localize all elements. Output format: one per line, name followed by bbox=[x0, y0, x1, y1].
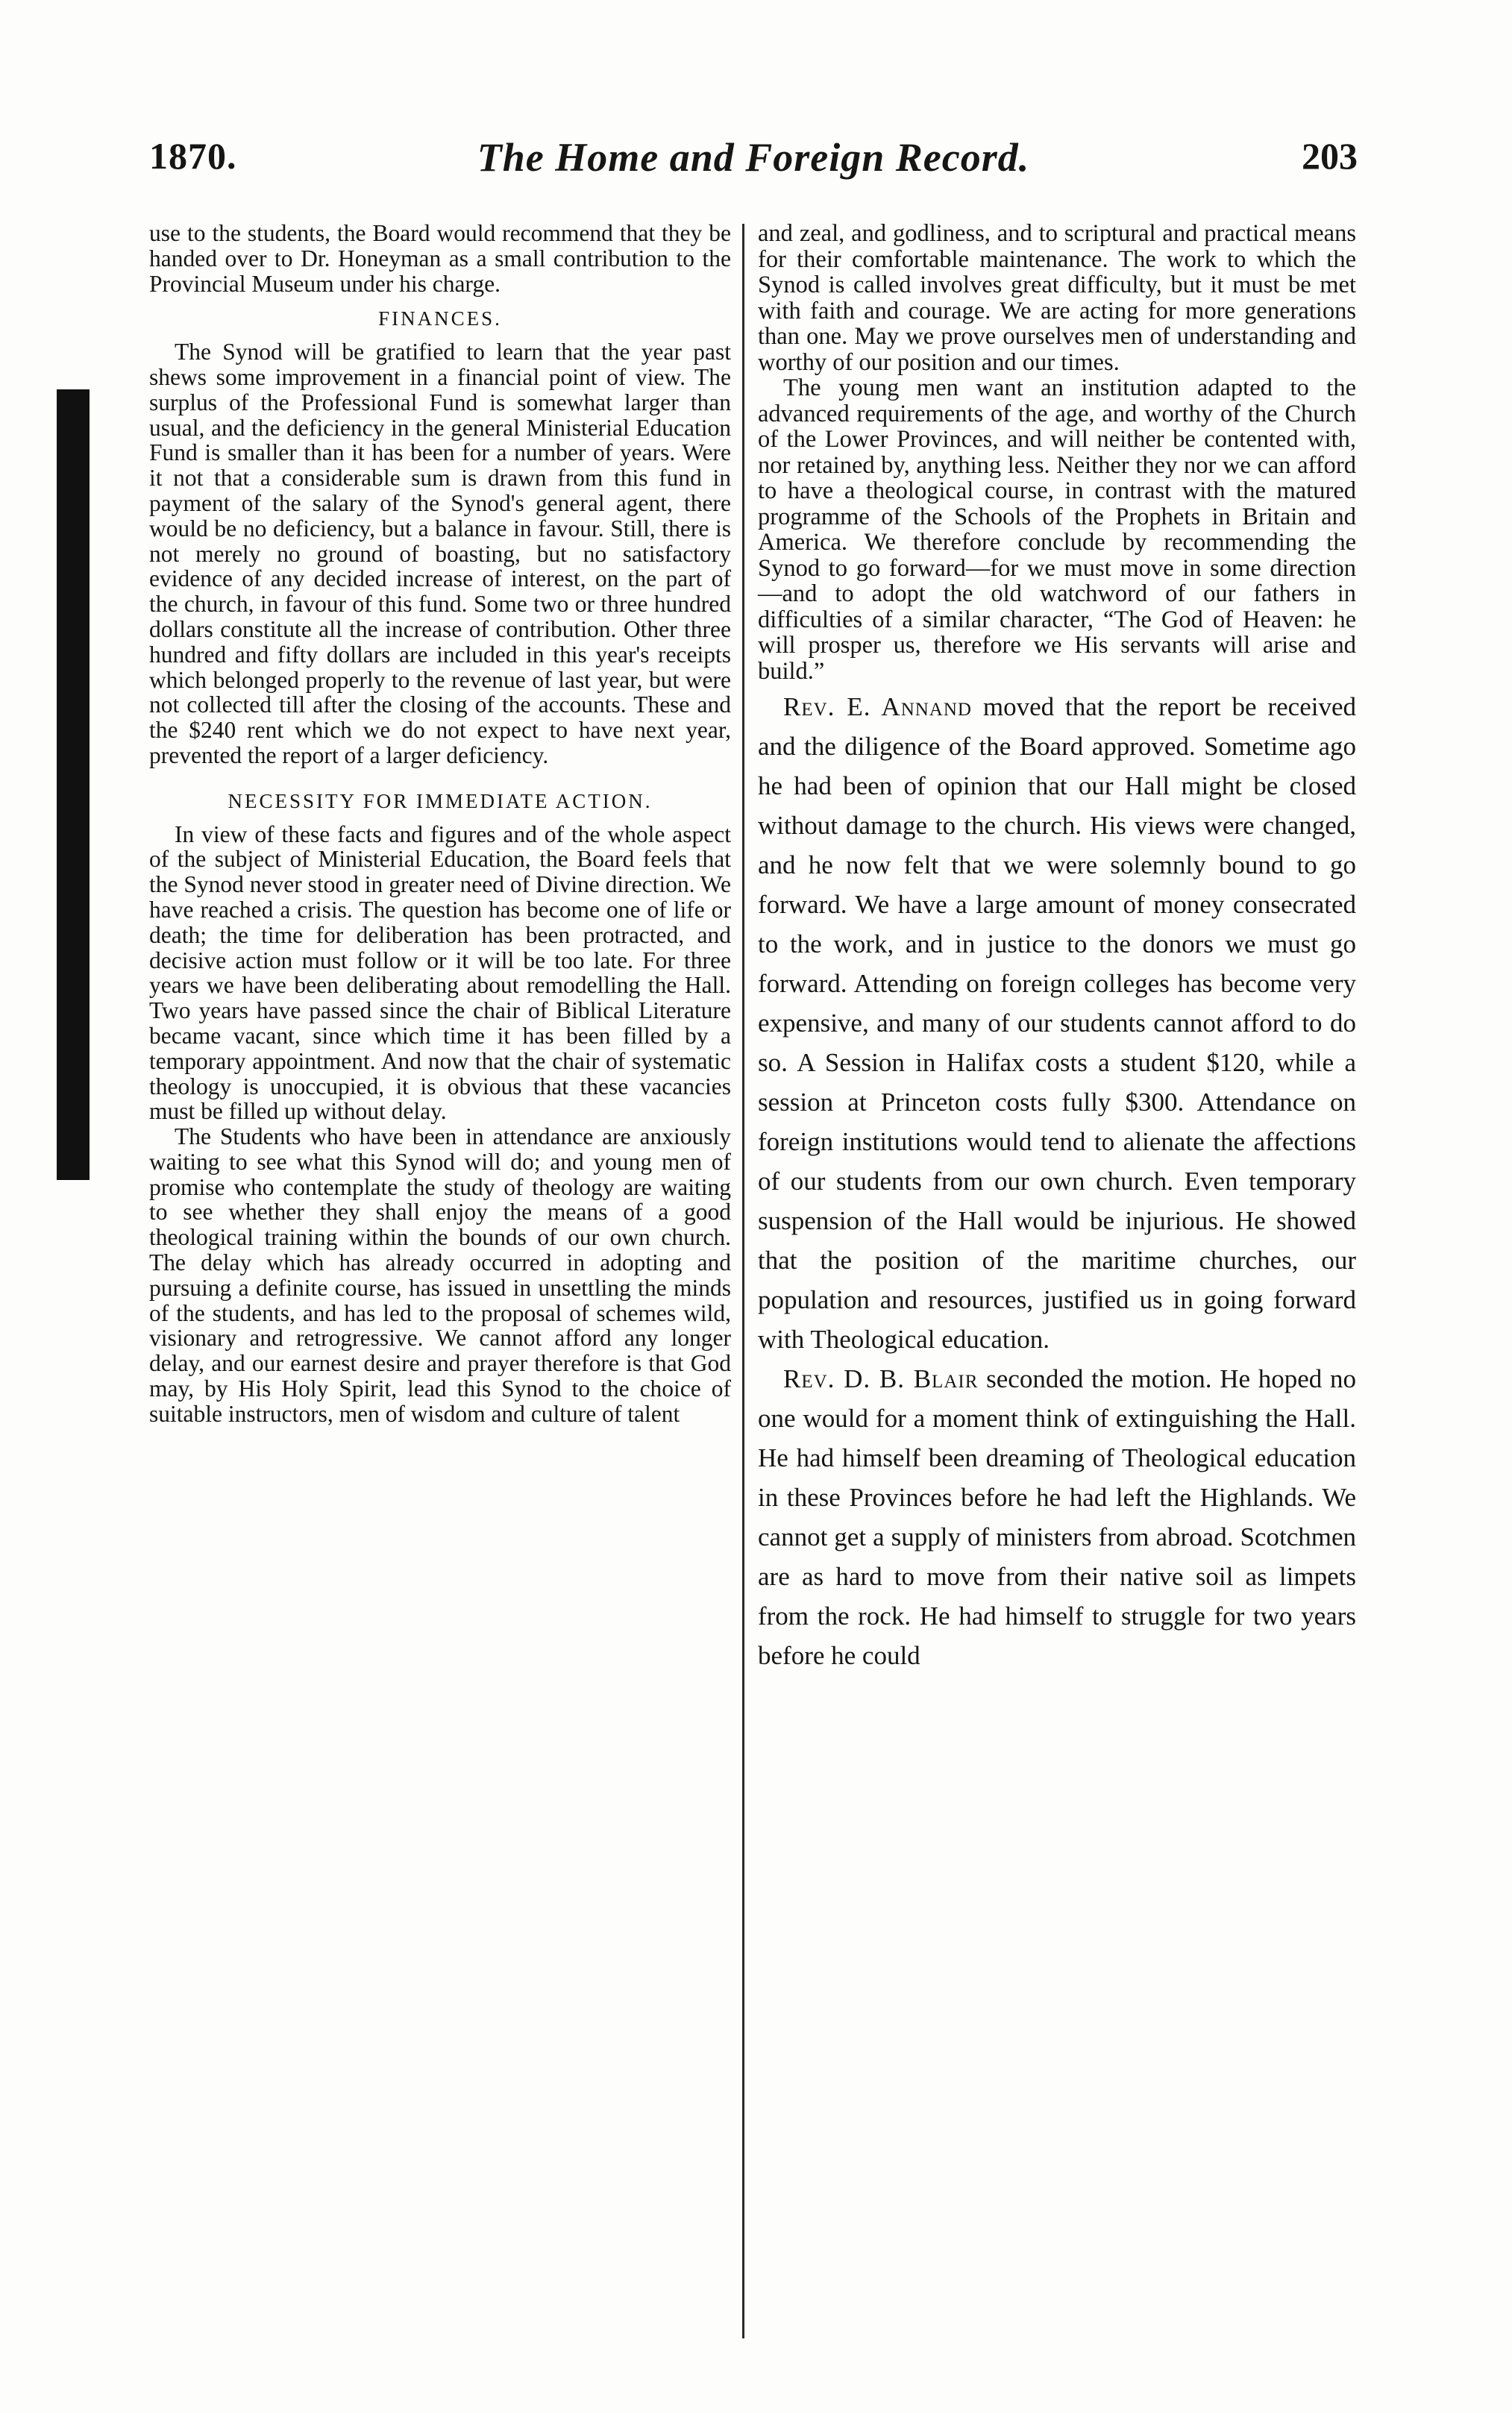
intro-paragraph: use to the students, the Board would recommend that they be handed over to Dr. Honeyman as a small contribution to the Provincial Museum under his charge. bbox=[149, 220, 731, 297]
annand-text: moved that the report be received and the diligence of the Board approved. Sometime ago he had been of opinion that our Hall might be closed without damage to the church. His views were changed, and he now felt that we were solemnly bound to go forward. We have a large amount of money consecrated to the work, and in justice to the donors we must go forward. Attending on foreign colleges has become very expensive, and many of our students cannot afford to do so. A Session in Halifax costs a student $120, while a session at Princeton costs fully $300. Attendance on foreign institutions would tend to alienate the affections of our students from our own church. Even temporary suspension of the Hall would be injurious. He showed that the position of the maritime churches, our population and resources, justified us in going forward with Theological education. bbox=[758, 692, 1356, 1354]
page-header bbox=[149, 134, 1358, 186]
continuation-paragraph: and zeal, and godliness, and to scriptural and practical means for their comfortable maintenance. The work to which the Synod is called involves great difficulty, but it must be met with faith and courage. We are acting for more generations than one. May we prove ourselves men of understanding and worthy of our position and our times. bbox=[758, 220, 1356, 376]
speaker-blair: Rev. D. B. Blair bbox=[783, 1364, 979, 1393]
necessity-paragraph-1: In view of these facts and figures and of the whole aspect of the subject of Ministerial Education, the Board feels that the Synod never stood in greater need of Divine direction. We have reached a crisis. The question has become one of life or death; the time for deliberation has been protracted, and decisive action must follow or it will be too late. For three years we have been deliberating about remodelling the Hall. Two years have passed since the chair of Biblical Literature became vacant, since which time it has been filled by a temporary appointment. And now that the chair of systematic theology is unoccupied, it is obvious that these vacancies must be filled up without delay. bbox=[149, 820, 731, 1125]
margin-scan-bar bbox=[57, 389, 90, 1180]
necessity-heading: NECESSITY FOR IMMEDIATE ACTION. bbox=[228, 789, 653, 812]
blair-text: seconded the motion. He hoped no one would for a moment think of extinguishing the Hall. He had himself been dreaming of Theological education in these Provinces before he had left the Highlands. We cannot get a supply of ministers from abroad. Scotchmen are as hard to move from their native soil as limpets from the rock. He had himself to struggle for two years before he could bbox=[758, 1364, 1356, 1670]
annand-paragraph bbox=[758, 687, 1356, 1359]
young-men-paragraph: The young men want an institution adapted to the advanced requirements of the age, and worthy of the Church of the Lower Provinces, and will neither be contented with, nor retained by, anything less. Neither they nor we can afford to have a theological course, in contrast with the matured programme of the Schools of the Prophets in Britain and America. We therefore conclude by recommending the Synod to go forward—for we must move in some direction—and to adopt the old watchword of our fathers in difficulties of a similar character, “The God of Heaven: he will prosper us, therefore we His servants will arise and build.” bbox=[758, 374, 1356, 685]
left-column bbox=[149, 221, 731, 1427]
column-divider bbox=[742, 224, 744, 2338]
finances-paragraph: The Synod will be gratified to learn that the year past shews some improvement in a financial point of view. The surplus of the Professional Fund is somewhat larger than usual, and the deficiency in the general Ministerial Education Fund is smaller than it has been for a number of years. Were it not that a considerable sum is drawn from this fund in payment of the salary of the Synod's general agent, there would be no deficiency, but a balance in favour. Still, there is not merely no ground of boasting, but no satisfactory evidence of any decided increase of interest, on the part of the church, in favour of this fund. Some two or three hundred dollars constitute all the increase of contribution. Other three hundred and fifty dollars are included in this year's receipts which belonged properly to the revenue of last year, but were not collected till after the closing of the accounts. These and the $240 rent which we do not expect to have next year, prevented the report of a larger deficiency. bbox=[149, 339, 731, 768]
page-number: 203 bbox=[1302, 135, 1358, 177]
blair-paragraph bbox=[758, 1359, 1356, 1675]
speaker-annand: Rev. E. Annand bbox=[783, 692, 972, 721]
right-column bbox=[758, 221, 1356, 1675]
publication-title: The Home and Foreign Record. bbox=[477, 135, 1030, 180]
header-year: 1870. bbox=[149, 135, 237, 177]
finances-heading: FINANCES. bbox=[378, 307, 502, 330]
necessity-paragraph-2: The Students who have been in attendance are anxiously waiting to see what this Synod will do; and young men of promise who contemplate the study of theology are waiting to see whether they shall enjoy the means of a good theological training within the bounds of our own church. The delay which has already occurred in adopting and pursuing a definite course, has issued in unsettling the minds of the students, and has led to the proposal of schemes wild, visionary and retrogressive. We cannot afford any longer delay, and our earnest desire and prayer therefore is that God may, by His Holy Spirit, lead this Synod to the choice of suitable instructors, men of wisdom and culture of talent bbox=[149, 1123, 731, 1427]
